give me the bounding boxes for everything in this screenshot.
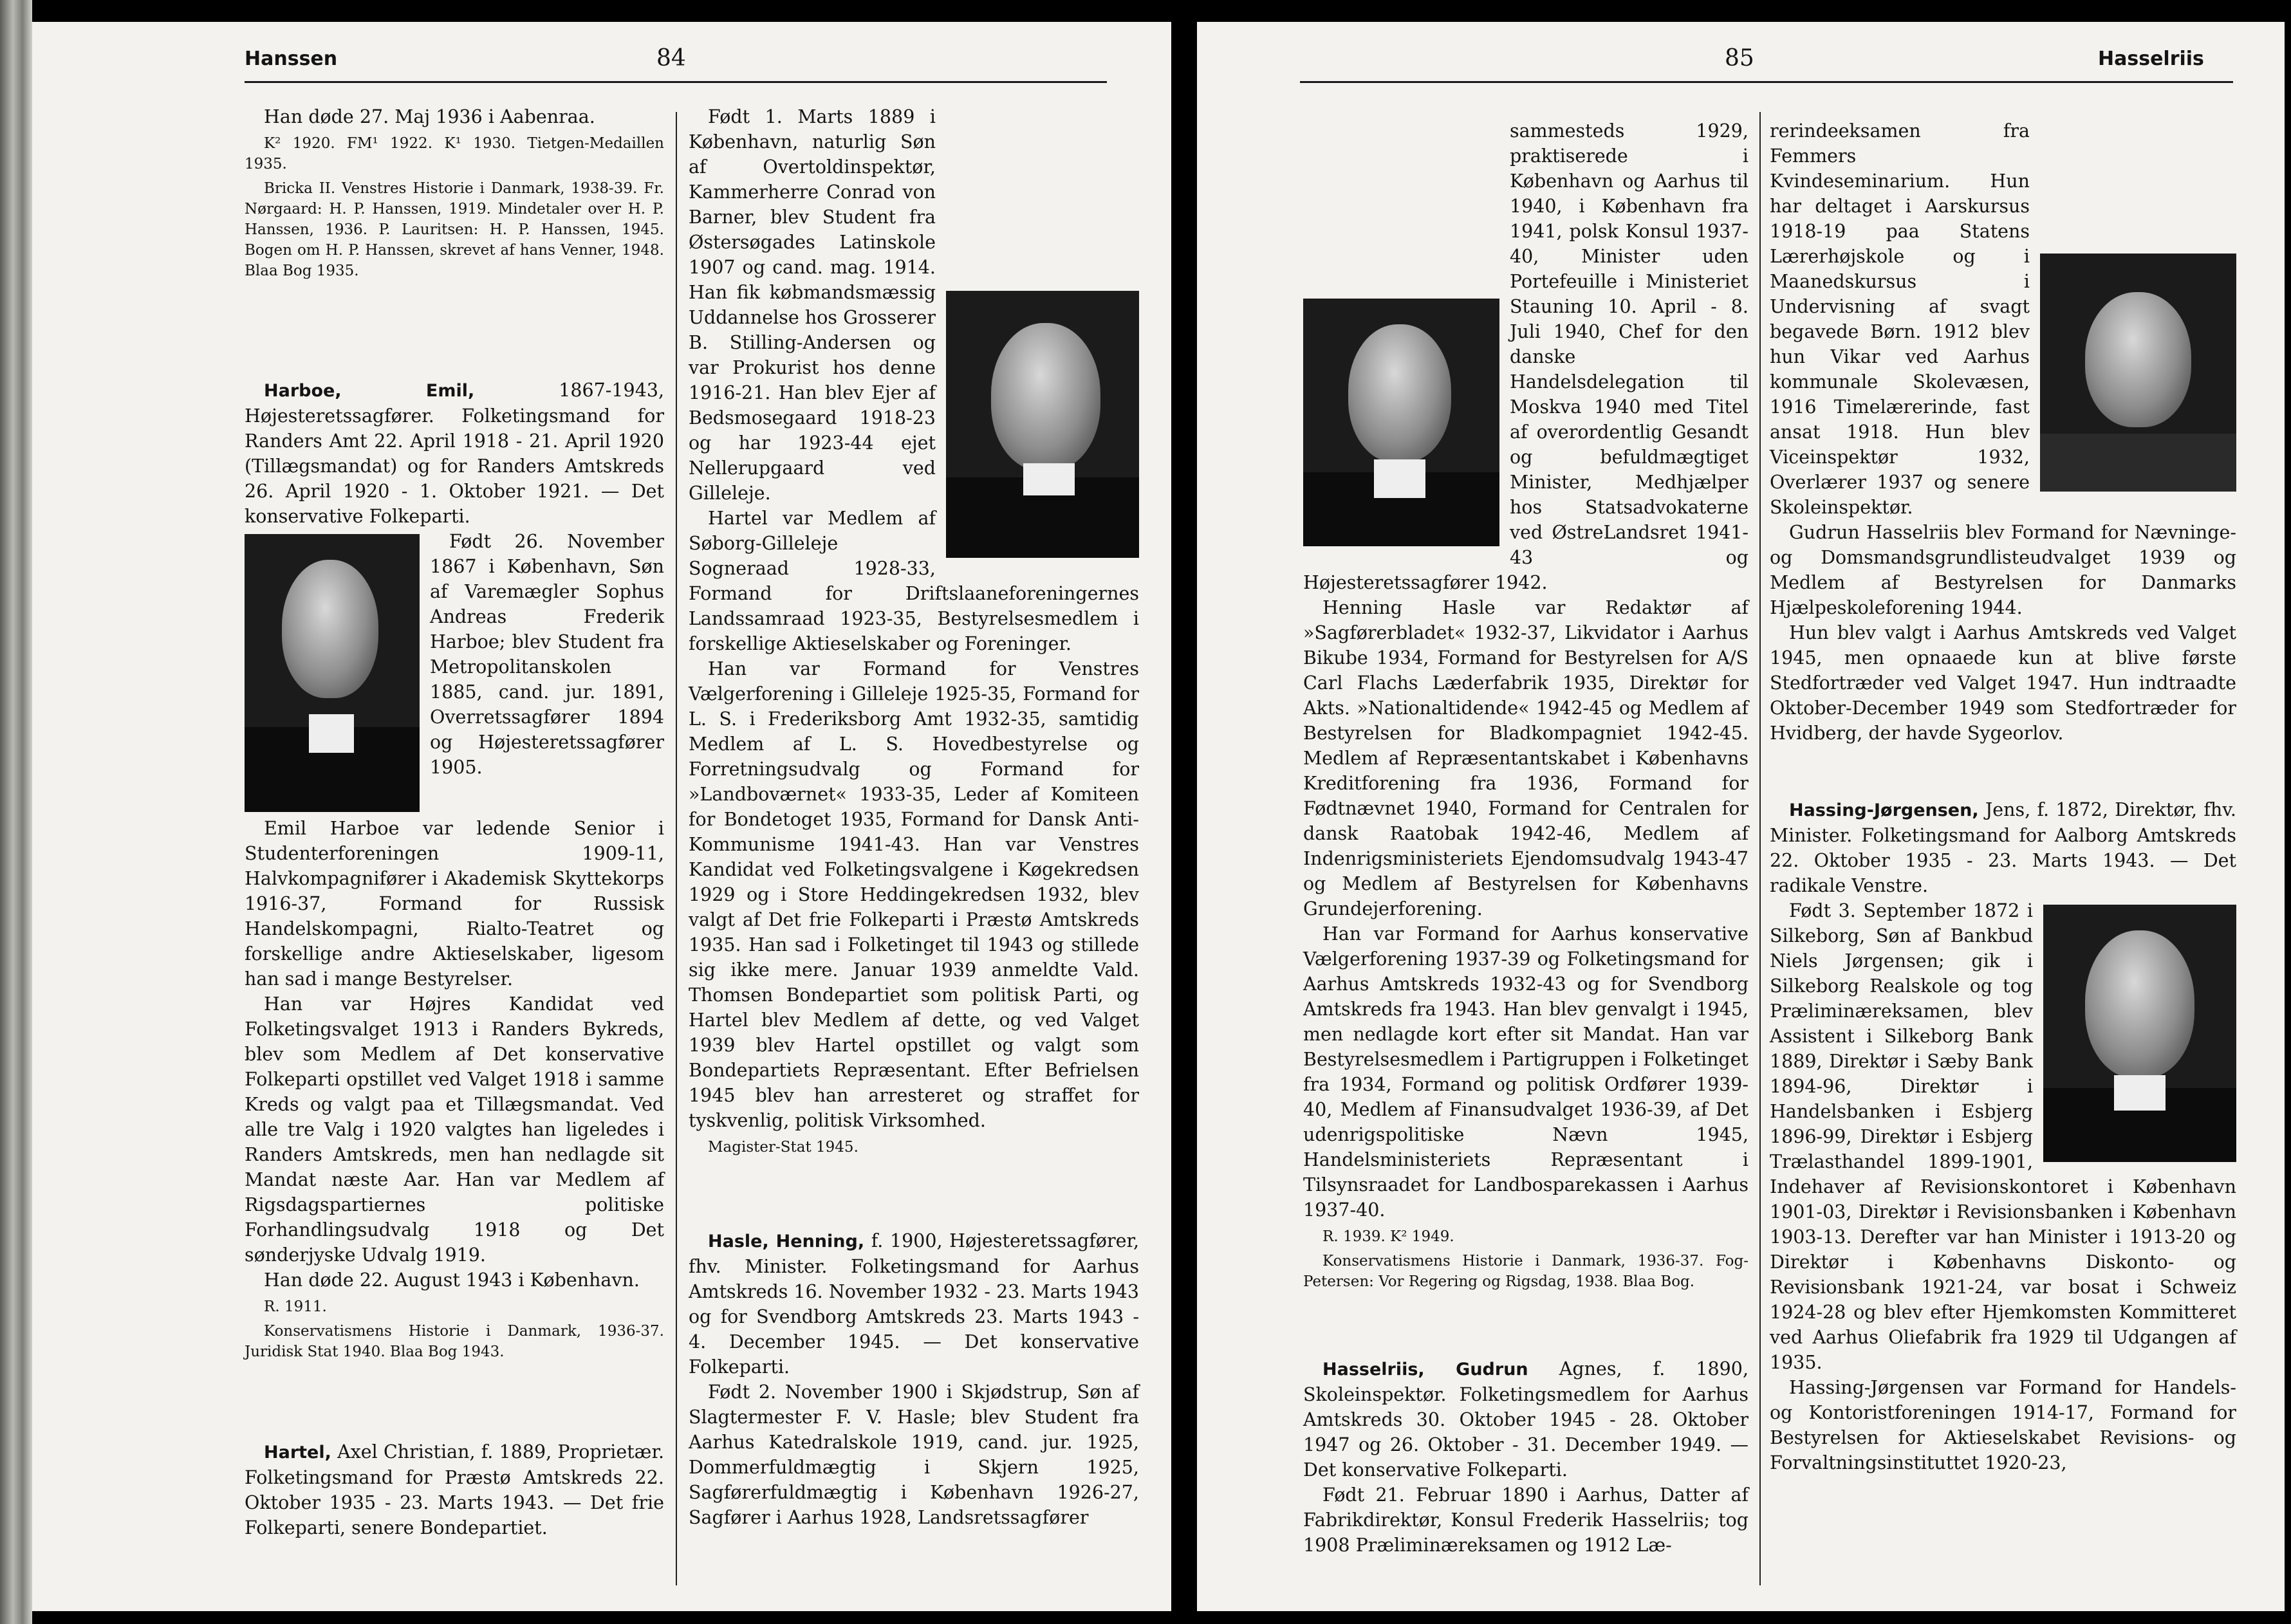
harboe-sources: Konservatismens Historie i Danmark, 1936-37. Juridisk Stat 1940. Blaa Bog 1943.: [245, 1323, 664, 1360]
right-column-1: [1303, 118, 1748, 1558]
hasle-continued: sammesteds 1929, praktiserede i København og Aarhus til 1940, i København fra 1941, polsk Konsul 1937-40, Minister uden Portefeuille i Ministeriet Stauning 10. April - 8. Juli 1940, Chef for den danske Handelsdelegation til Moskva 1940 med Titel af overordentlig Gesandt og befuldmægtiget Minister, Medhjælper hos Statsadvokaterne ved ØstreLandsret 1941-43 og Højesteretssagfører 1942.: [1303, 120, 1748, 593]
hartel-memberships: Hartel var Medlem af Søborg-Gilleleje Sogneraad 1928-33, Formand for Driftslaaneforeningernes Landssamraad 1923-35, Bestyrelsesmedlem i forskellige Aktieselskaber og Foreninger.: [689, 508, 1139, 654]
page-84: [32, 22, 1171, 1611]
hasle-sources: Konservatismens Historie i Danmark, 1936-37. Fog-Petersen: Vor Regering og Rigsdag, 1938. Blaa Bog.: [1303, 1253, 1748, 1290]
hasle-born: Født 2. November 1900 i Skjødstrup, Søn af Slagtermester F. V. Hasle; blev Student fra Aarhus Katedralskole 1919, cand. jur. 1925, Dommerfuldmægtig i Skjern 1925, Sagførerfuldmægtig i København 1926-27, Sagfører i Aarhus 1928, Landsretssagfører: [689, 1381, 1139, 1528]
hanssen-decorations: K² 1920. FM¹ 1922. K¹ 1930. Tietgen-Medaillen 1935.: [245, 135, 664, 172]
harboe-name: Harboe, Emil,: [264, 381, 475, 401]
page-85: [1197, 22, 2285, 1611]
hartel-born: Født 1. Marts 1889 i København, naturlig Søn af Overtoldinspektør, Kammerherre Conrad von Barner, blev Student fra Østersøgades Latinskole 1907 og cand. mag. 1914. Han fik købmandsmæssig Uddannelse hos Grosserer B. Stilling-Andersen og var Prokurist hos denne 1916-21. Han blev Ejer af Bedsmosegaard 1918-23 og har 1923-44 ejet Nellerupgaard ved Gilleleje.: [689, 106, 936, 504]
hasselriis-continued: rerindeeksamen fra Femmers Kvindeseminarium. Hun har deltaget i Aarskursus 1918-19 paa Statens Lærerhøjskole og i Maanedskursus i Undervisning af svagt begavede Børn. 1912 blev hun Vikar ved Aarhus kommunale Skolevæsen, 1916 Timelærerinde, fast ansat 1918. Hun blev Viceinspektør 1932, Overlærer 1937 og senere Skoleinspektør.: [1770, 120, 2030, 518]
hartel-name: Hartel,: [264, 1443, 331, 1463]
hj-intro: Jens, f. 1872, Direktør, fhv. Minister. Folketingsmand for Aalborg Amtskreds 22. Oktober 1935 - 23. Marts 1943. — Det radikale Venstre.: [1770, 799, 2236, 896]
hasselriis-memberships: Gudrun Hasselriis blev Formand for Nævninge- og Domsmandsgrundlisteudvalget 1939 og Medlem af Bestyrelsen for Danmarks Hjælpeskoleforening 1944.: [1770, 522, 2236, 618]
hasle-decorations: R. 1939. K² 1949.: [1322, 1228, 1454, 1245]
hj-name: Hassing-Jørgensen,: [1789, 800, 1979, 820]
hasselriis-name: Hasselriis, Gudrun: [1322, 1360, 1528, 1379]
hartel-portrait: [946, 291, 1139, 558]
harboe-heading: [245, 378, 664, 529]
right-column-2: [1770, 118, 2236, 1475]
hasle-intro: f. 1900, Højesteretssagfører, fhv. Minister. Folketingsmand for Aarhus Amtskreds 16. November 1932 - 23. Marts 1943 og for Svendborg Amtskreds 23. Marts 1943 - 4. December 1945. — Det konservative Folkeparti.: [689, 1230, 1140, 1378]
running-head-left: Hanssen: [245, 48, 338, 70]
running-head-right: Hasselriis: [2098, 48, 2204, 70]
left-column-2: [689, 104, 1139, 1530]
page-number-left: 84: [656, 45, 686, 71]
header-rule-right: [1300, 81, 2233, 83]
column-rule: [676, 112, 677, 1585]
left-column-1: [245, 104, 664, 1540]
hassing-jorgensen-portrait: [2043, 905, 2236, 1162]
hanssen-sources: Bricka II. Venstres Historie i Danmark, 1938-39. Fr. Nørgaard: H. P. Hanssen, 1919. Mindetaler over H. P. Hanssen, 1936. P. Lauritsen: H. P. Hanssen, 1945. Bogen om H. P. Hanssen, skrevet af hans Venner, 1948. Blaa Bog 1935.: [245, 180, 664, 279]
header-rule: [245, 81, 1107, 83]
hartel-sources: Magister-Stat 1945.: [708, 1139, 858, 1156]
hanssen-death: Han døde 27. Maj 1936 i Aabenraa.: [264, 106, 595, 127]
harboe-death: Han døde 22. August 1943 i København.: [264, 1269, 640, 1291]
hartel-politics: Han var Formand for Venstres Vælgerforening i Gilleleje 1925-35, Formand for L. S. i Frederiksborg Amt 1932-35, samtidig Medlem af L. S. Hovedbestyrelse og Forretningsudvalg og Formand for »Landboværnet« 1933-35, Leder af Komiteen for Bondetoget 1935, Formand for Dansk Anti-Kommunisme 1941-43. Han var Venstres Kandidat ved Folketingsvalgene i Køgekredsen 1929 og i Store Heddingekredsen 1932, blev valgt af Det frie Folkeparti i Præstø Amtskreds 1935. Han sad i Folketinget til 1943 og stillede sig ikke mere. Januar 1939 anmeldte Vald. Thomsen Bondepartiet som politisk Parti, og Hartel blev Medlem af dette, og ved Valget 1939 blev Hartel opstillet og valgt som Bondepartiets Repræsentant. Efter Befrielsen 1945 blev han arresteret og straffet for tyskvenlig, politisk Virksomhed.: [689, 658, 1139, 1131]
hasselriis-politics: Hun blev valgt i Aarhus Amtskreds ved Valget 1945, men opnaaede kun at blive første Stedfortræder ved Valget 1947. Hun indtraadte Oktober-December 1949 som Stedfortræder for Hvidberg, der havde Sygeorlov.: [1770, 622, 2236, 744]
hasle-portrait: [1303, 299, 1499, 546]
hj-memberships: Hassing-Jørgensen var Formand for Handels- og Kontoristforeningen 1914-17, Formand for Bestyrelsen for Aktieselskabet Revisions- og Forvaltningsinstituttet 1920-23,: [1770, 1377, 2236, 1473]
hasle-career: Henning Hasle var Redaktør af »Sagførerbladet« 1932-37, Likvidator i Aarhus Bikube 1934, Formand for Bestyrelsen for A/S Carl Flachs Læderfabrik 1935, Direktør for Akts. »Nationaltidende« 1942-45 og Medlem af Bestyrelsen for Bladkompagniet 1942-45. Medlem af Repræsentantskabet i Københavns Kreditforening fra 1936, Formand for Fødtnævnet 1940, Formand for Centralen for dansk Raatobak 1942-46, Medlem af Indenrigsministeriets Ejendomsudvalg 1943-47 og Medlem af Bestyrelsen for Københavns Grundejerforening.: [1303, 597, 1748, 919]
hasselriis-portrait: [2040, 254, 2236, 492]
hasselriis-born: Født 21. Februar 1890 i Aarhus, Datter af Fabrikdirektør, Konsul Frederik Hasselriis; tog 1908 Præliminæreksamen og 1912 Læ-: [1303, 1484, 1748, 1556]
hj-born: Født 3. September 1872 i Silkeborg, Søn af Bankbud Niels Jørgensen; gik i Silkeborg Realskole og tog Præliminæreksamen, blev Assistent i Silkeborg Bank 1889, Direktør i Sæby Bank 1894-96, Direktør i Handelsbanken i Esbjerg 1896-99, Direktør i Esbjerg Trælasthandel 1899-1901, Indehaver af Revisionskontoret i København 1901-03, Direktør i Revisionsbanken i København 1903-13. Derefter var han Minister i 1913-20 og Direktør i Københavns Diskonto- og Revisionsbank 1921-24, var bosat i Schweiz 1924-28 og blev efter Hjemkomsten Kommitteret ved Aarhus Oliefabrik fra 1929 til Udgangen af 1935.: [1770, 900, 2236, 1373]
hj-heading: [1770, 797, 2236, 898]
harboe-portrait: [245, 534, 420, 812]
harboe-intro: 1867-1943, Højesteretssagfører. Folketingsmand for Randers Amt 22. April 1918 - 21. April 1920 (Tillægsmandat) og for Randers Amtskreds 26. April 1920 - 1. Oktober 1921. — Det konservative Folkeparti.: [245, 380, 665, 527]
column-rule-right: [1759, 112, 1761, 1585]
hartel-intro: Axel Christian, f. 1889, Proprietær. Folketingsmand for Præstø Amtskreds 22. Oktober 1935 - 23. Marts 1943. — Det frie Folkeparti, senere Bondepartiet.: [245, 1441, 665, 1538]
hasle-name: Hasle, Henning,: [708, 1232, 865, 1251]
harboe-politics: Han var Højres Kandidat ved Folketingsvalget 1913 i Randers Bykreds, blev som Medlem af Det konservative Folkeparti opstillet ved Valget 1918 i samme Kreds og valgt paa et Tillægsmandat. Ved alle tre Valg i 1920 valgtes han ligeledes i Randers Amtskreds, men han nedlagde sit Mandat næste Aar. Han var Medlem af Rigsdagspartiernes politiske Forhandlingsudvalg 1918 og Det sønderjyske Udvalg 1919.: [245, 993, 664, 1266]
hasselriis-intro: Agnes, f. 1890, Skoleinspektør. Folketingsmedlem for Aarhus Amtskreds 30. Oktober 1945 - 28. Oktober 1947 og 26. Oktober - 31. December 1949. — Det konservative Folkeparti.: [1303, 1358, 1749, 1481]
harboe-career: Emil Harboe var ledende Senior i Studenterforeningen 1909-11, Halvkompagnifører i Akademisk Skyttekorps 1916-37, Formand for Russisk Handelskompagni, Rialto-Teatret og forskellige andre Aktieselskaber, ligesom han sad i mange Bestyrelser.: [245, 818, 664, 990]
hartel-heading: [245, 1439, 664, 1540]
hasselriis-heading: [1303, 1356, 1748, 1482]
hasle-politics: Han var Formand for Aarhus konservative Vælgerforening 1937-39 og Folketingsmand for Aarhus Amtskreds 1932-43 og for Svendborg Amtskreds fra 1943. Han blev genvalgt i 1945, men nedlagde kort efter sit Mandat. Han var Bestyrelsesmedlem i Partigruppen i Folketinget fra 1934, Formand og politisk Ordfører 1939-40, Medlem af Finansudvalget 1936-39, af Det udenrigspolitiske Nævn 1945, Handelsministeriets Repræsentant i Tilsynsraadet for Landbosparekassen i Aarhus 1937-40.: [1303, 923, 1748, 1221]
harboe-decorations: R. 1911.: [264, 1298, 327, 1315]
harboe-born: Født 26. November 1867 i København, Søn af Varemægler Sophus Andreas Frederik Harboe; blev Student fra Metropolitanskolen 1885, cand. jur. 1891, Overretssagfører 1894 og Højesteretssagfører 1905.: [430, 531, 664, 778]
page-number-right: 85: [1725, 45, 1754, 71]
hasle-heading: [689, 1228, 1139, 1379]
book-edge: [0, 0, 32, 1624]
book-gutter: [1171, 0, 1197, 1624]
